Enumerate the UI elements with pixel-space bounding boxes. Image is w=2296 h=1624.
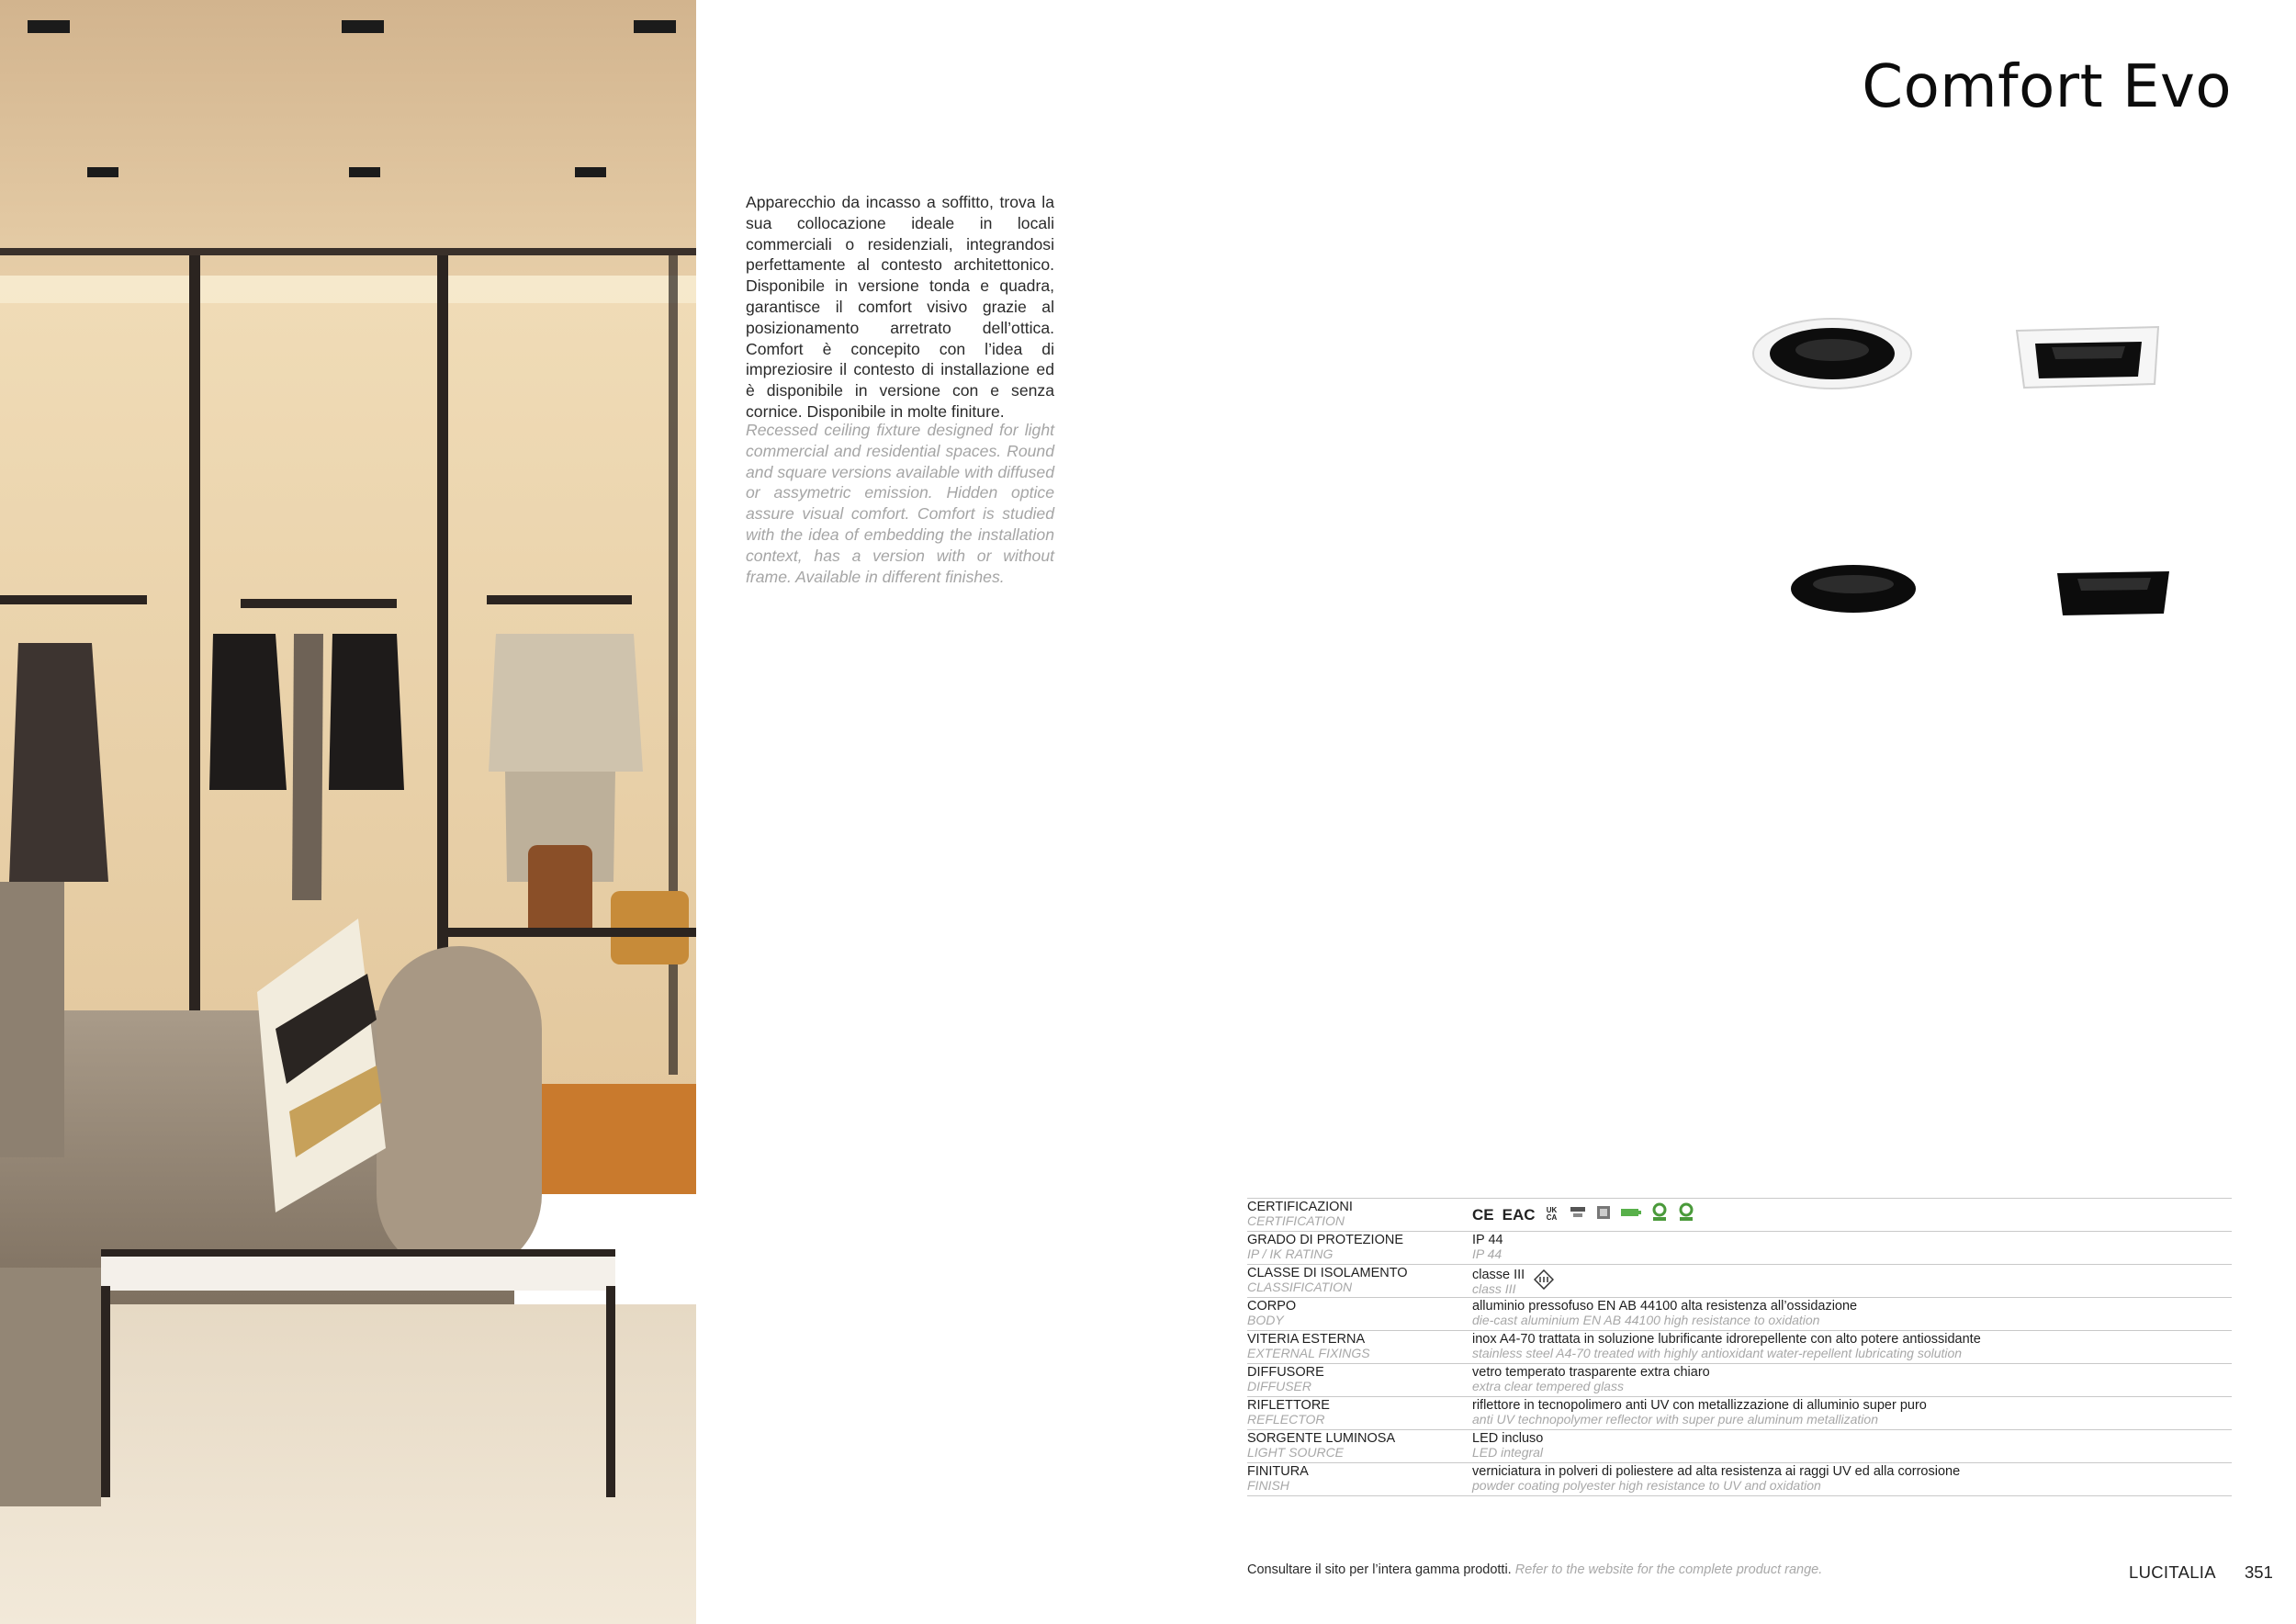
product-round-trimless <box>1789 562 1918 615</box>
footer-note-en: Refer to the website for the complete product range. <box>1514 1562 1823 1577</box>
ce-mark-icon: CE <box>1472 1205 1494 1224</box>
spec-label-en: DIFFUSER <box>1247 1379 1311 1393</box>
spec-row-external-fixings <box>1247 1331 2232 1364</box>
spec-row-reflector <box>1247 1397 2232 1430</box>
class-iii-icon <box>1534 1269 1554 1294</box>
battery-icon <box>1620 1206 1642 1224</box>
spec-label-en: IP / IK RATING <box>1247 1246 1334 1261</box>
spec-row-ip-rating <box>1247 1232 2232 1265</box>
spec-value-it: inox A4-70 trattata in soluzione lubrificante idrorepellente con alto potere antiossidante <box>1472 1332 1981 1347</box>
dim-icon <box>1595 1204 1612 1225</box>
spec-label <box>1247 1267 1472 1297</box>
description-italian: Apparecchio da incasso a soffitto, trova la sua collocazione ideale in locali commerciali o residenziali, integrandosi perfettamente al contesto architettonico. Disponibile in versione tonda e quadra, garantisce il comfort visivo grazie al posizionamento arretrato dell’ottica. Comfort è concepito con l’idea di impreziosire il contesto di installazione ed è disponibile in versione con e senza cornice. Disponibile in molte finiture. <box>746 193 1054 421</box>
spec-row-certification <box>1247 1199 2232 1232</box>
spec-table <box>1247 1198 2232 1496</box>
ukca-mark-icon: UK CA <box>1546 1206 1558 1222</box>
spec-value-en: stainless steel A4-70 treated with highly antioxidant water-repellent lubricating solution <box>1472 1346 1963 1360</box>
spec-value-en: IP 44 <box>1472 1246 1503 1261</box>
spec-value-en: class III <box>1472 1280 1516 1296</box>
showroom-photo <box>0 0 696 1624</box>
spec-value-it: classe III <box>1472 1267 1525 1282</box>
brand-name: LUCITALIA <box>2129 1562 2216 1582</box>
spec-value-it: alluminio pressofuso EN AB 44100 alta resistenza all’ossidazione <box>1472 1299 1858 1314</box>
footer-note-it: Consultare il sito per l’intera gamma prodotti. <box>1247 1562 1512 1577</box>
spec-value-en: anti UV technopolymer reflector with super pure aluminum metallization <box>1472 1412 1878 1427</box>
spec-value-it: vetro temperato trasparente extra chiaro <box>1472 1365 1710 1380</box>
eac-mark-icon: EAC <box>1502 1205 1536 1224</box>
spec-row-body <box>1247 1298 2232 1331</box>
spec-label <box>1247 1300 1472 1330</box>
spec-value-it: riflettore in tecnopolimero anti UV con metallizzazione di alluminio super puro <box>1472 1398 1927 1413</box>
spec-value-en: extra clear tempered glass <box>1472 1379 1624 1393</box>
spec-value <box>1472 1201 2232 1231</box>
spec-label <box>1247 1234 1472 1264</box>
spec-value-it: verniciatura in polveri di poliestere ad alta resistenza ai raggi UV ed alla corrosione <box>1472 1464 1961 1479</box>
spec-label-en: BODY <box>1247 1313 1284 1327</box>
product-square-with-frame <box>2011 323 2163 389</box>
spec-value-it: IP 44 <box>1472 1233 1503 1247</box>
ugr-icon <box>1569 1204 1587 1225</box>
footer-note <box>1247 1562 1822 1577</box>
spec-value-en: powder coating polyester high resistance to UV and oxidation <box>1472 1478 1821 1493</box>
spec-label-it: CERTIFICAZIONI <box>1247 1200 1353 1214</box>
spec-value <box>1472 1366 2232 1396</box>
page-title: Comfort Evo <box>1862 53 2232 121</box>
spec-value <box>1472 1234 2232 1264</box>
spec-value <box>1472 1300 2232 1330</box>
spec-label-it: CORPO <box>1247 1299 1297 1314</box>
spec-label-it: DIFFUSORE <box>1247 1365 1324 1380</box>
spec-label <box>1247 1366 1472 1396</box>
recycle-glass-icon <box>1677 1202 1695 1227</box>
spec-row-diffuser <box>1247 1364 2232 1397</box>
spec-label-it: VITERIA ESTERNA <box>1247 1332 1366 1347</box>
spec-value <box>1472 1333 2232 1363</box>
spec-label-it: GRADO DI PROTEZIONE <box>1247 1233 1403 1247</box>
spec-row-light-source <box>1247 1430 2232 1463</box>
spec-label-en: REFLECTOR <box>1247 1412 1325 1427</box>
spec-row-finish <box>1247 1463 2232 1496</box>
spec-value-en: LED integral <box>1472 1445 1544 1460</box>
spec-value <box>1472 1465 2232 1495</box>
spec-value <box>1472 1432 2232 1462</box>
spec-label-it: SORGENTE LUMINOSA <box>1247 1431 1396 1446</box>
spec-label-en: EXTERNAL FIXINGS <box>1247 1346 1370 1360</box>
spec-row-classification <box>1247 1265 2232 1298</box>
certification-icons <box>1472 1201 2232 1228</box>
spec-label-it: CLASSE DI ISOLAMENTO <box>1247 1266 1408 1280</box>
description-english: Recessed ceiling fixture designed for light commercial and residential spaces. Round and square versions available with diffused or assymetric emission. Hidden optice assure visual comfort. Comfort is studied with the idea of embedding the installation context, has a version with or without frame. Available in different finishes. <box>746 421 1054 586</box>
spec-label <box>1247 1201 1472 1231</box>
product-round-with-frame <box>1750 315 1915 392</box>
spec-value <box>1472 1267 2232 1297</box>
spec-label-en: CLASSIFICATION <box>1247 1280 1353 1294</box>
product-square-trimless <box>2055 570 2171 617</box>
spec-label-en: CERTIFICATION <box>1247 1213 1345 1228</box>
spec-label-en: FINISH <box>1247 1478 1289 1493</box>
spec-value-it: LED incluso <box>1472 1431 1544 1446</box>
spec-label <box>1247 1465 1472 1495</box>
spec-value-en: die-cast aluminium EN AB 44100 high resistance to oxidation <box>1472 1313 1820 1327</box>
spec-value <box>1472 1399 2232 1429</box>
spec-label-it: FINITURA <box>1247 1464 1309 1479</box>
spec-label-it: RIFLETTORE <box>1247 1398 1330 1413</box>
spec-label <box>1247 1432 1472 1462</box>
page-number: 351 <box>2245 1562 2273 1582</box>
spec-label <box>1247 1333 1472 1363</box>
recycle-alu-icon <box>1650 1202 1669 1227</box>
spec-label <box>1247 1399 1472 1429</box>
spec-label-en: LIGHT SOURCE <box>1247 1445 1345 1460</box>
